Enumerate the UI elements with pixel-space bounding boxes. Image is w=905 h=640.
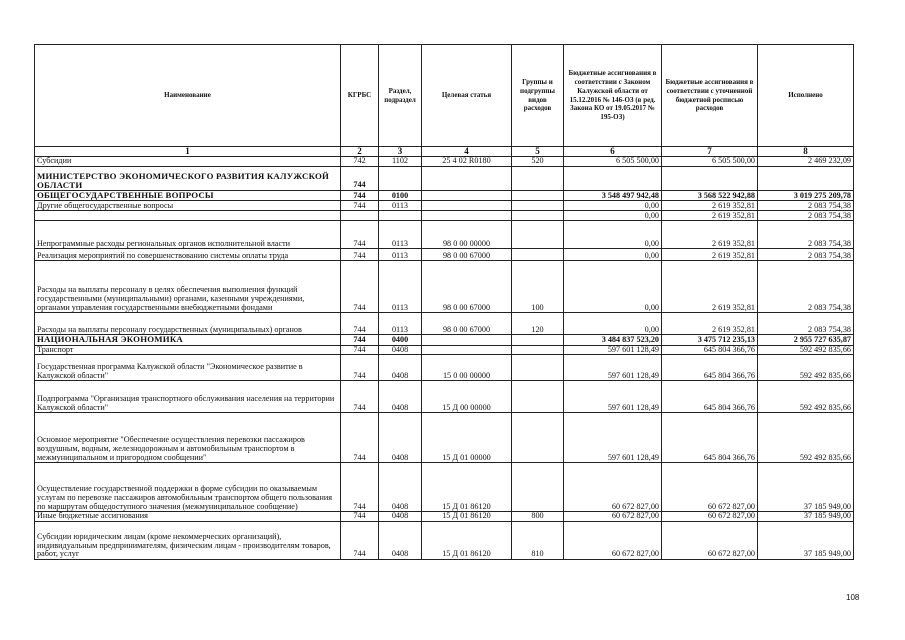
row-kgrbs: 744 [341, 345, 379, 355]
row-section: 0408 [379, 381, 422, 413]
row-target: 15 Д 01 86120 [422, 512, 512, 522]
row-name: Другие общегосударственные вопросы [35, 201, 341, 211]
row-kgrbs: 744 [341, 201, 379, 211]
table-row [35, 221, 854, 249]
col-header-groups: Группы и подгруппы видов расходов [512, 45, 564, 147]
col-number: 7 [662, 147, 758, 157]
row-refined-amount: 60 672 827,00 [662, 521, 758, 559]
table-row [35, 463, 854, 512]
row-kgrbs: 744 [341, 355, 379, 381]
table-row [35, 413, 854, 463]
row-section: 0408 [379, 355, 422, 381]
row-target [422, 191, 512, 201]
table-row [35, 512, 854, 522]
row-refined-amount: 3 475 712 235,13 [662, 335, 758, 345]
row-executed-amount: 3 019 275 209,78 [758, 191, 854, 201]
row-law-amount: 60 672 827,00 [564, 521, 662, 559]
row-law-amount: 60 672 827,00 [564, 463, 662, 512]
row-refined-amount: 60 672 827,00 [662, 463, 758, 512]
row-name: Государственная программа Калужской области "Экономическое развитие в Калужской области" [35, 355, 341, 381]
row-group [512, 249, 564, 261]
col-header-kgrbs: КГРБС [341, 45, 379, 147]
column-number-row [35, 147, 854, 157]
row-executed-amount: 592 492 835,66 [758, 413, 854, 463]
row-group: 100 [512, 261, 564, 313]
row-name: Подпрограмма "Организация транспортного обслуживания населения на территории Калужской области" [35, 381, 341, 413]
col-number: 4 [422, 147, 512, 157]
row-executed-amount: 592 492 835,66 [758, 381, 854, 413]
row-kgrbs: 744 [341, 221, 379, 249]
row-section: 0408 [379, 345, 422, 355]
row-executed-amount: 592 492 835,66 [758, 355, 854, 381]
table-row [35, 191, 854, 201]
row-law-amount: 597 601 128,49 [564, 355, 662, 381]
row-kgrbs: 742 [341, 157, 379, 167]
row-target [422, 201, 512, 211]
col-number: 5 [512, 147, 564, 157]
row-executed-amount: 37 185 949,00 [758, 463, 854, 512]
row-law-amount [564, 167, 662, 191]
col-header-refined: Бюджетные ассигнования в соответствии с уточненной бюджетной росписью расходов [662, 45, 758, 147]
table-row [35, 261, 854, 313]
col-header-target: Целевая статья [422, 45, 512, 147]
table-row [35, 201, 854, 211]
row-executed-amount: 2 083 754,38 [758, 201, 854, 211]
row-section [379, 167, 422, 191]
col-header-section: Раздел, подраздел [379, 45, 422, 147]
table-row [35, 249, 854, 261]
row-target: 15 Д 01 86120 [422, 521, 512, 559]
row-kgrbs [341, 211, 379, 221]
row-section: 0408 [379, 521, 422, 559]
row-law-amount: 60 672 827,00 [564, 512, 662, 522]
row-section: 0113 [379, 201, 422, 211]
col-number: 2 [341, 147, 379, 157]
col-number: 3 [379, 147, 422, 157]
col-number: 6 [564, 147, 662, 157]
row-name: НАЦИОНАЛЬНАЯ ЭКОНОМИКА [35, 335, 341, 345]
table-row [35, 157, 854, 167]
row-target: 98 0 00 67000 [422, 313, 512, 335]
row-refined-amount: 3 568 522 942,88 [662, 191, 758, 201]
row-refined-amount: 2 619 352,81 [662, 249, 758, 261]
row-section [379, 211, 422, 221]
row-kgrbs: 744 [341, 463, 379, 512]
row-target: 98 0 00 00000 [422, 221, 512, 249]
row-section: 0113 [379, 249, 422, 261]
row-law-amount: 0,00 [564, 261, 662, 313]
row-kgrbs: 744 [341, 521, 379, 559]
row-group [512, 201, 564, 211]
row-kgrbs: 744 [341, 313, 379, 335]
row-refined-amount: 2 619 352,81 [662, 221, 758, 249]
row-executed-amount: 2 083 754,38 [758, 249, 854, 261]
row-kgrbs: 744 [341, 413, 379, 463]
row-law-amount: 3 548 497 942,48 [564, 191, 662, 201]
row-law-amount: 0,00 [564, 211, 662, 221]
row-executed-amount: 2 083 754,38 [758, 221, 854, 249]
row-group [512, 221, 564, 249]
col-header-name: Наименование [35, 45, 341, 147]
col-header-executed: Исполнено [758, 45, 854, 147]
row-refined-amount: 645 804 366,76 [662, 413, 758, 463]
row-section: 0400 [379, 335, 422, 345]
row-name [35, 211, 341, 221]
table-row [35, 335, 854, 345]
row-executed-amount: 2 955 727 635,87 [758, 335, 854, 345]
row-target [422, 335, 512, 345]
header-row [35, 45, 854, 147]
row-kgrbs: 744 [341, 191, 379, 201]
table-row [35, 345, 854, 355]
row-law-amount: 6 505 500,00 [564, 157, 662, 167]
row-group: 810 [512, 521, 564, 559]
budget-table [34, 44, 854, 560]
row-refined-amount: 645 804 366,76 [662, 355, 758, 381]
table-row [35, 521, 854, 559]
row-group [512, 167, 564, 191]
row-refined-amount: 645 804 366,76 [662, 345, 758, 355]
row-target [422, 211, 512, 221]
row-law-amount: 0,00 [564, 313, 662, 335]
row-kgrbs: 744 [341, 167, 379, 191]
row-kgrbs: 744 [341, 261, 379, 313]
row-name: Расходы на выплаты персоналу государственных (муниципальных) органов [35, 313, 341, 335]
row-refined-amount: 2 619 352,81 [662, 201, 758, 211]
row-target: 25 4 02 R0180 [422, 157, 512, 167]
page-number: 108 [846, 593, 860, 602]
row-kgrbs: 744 [341, 381, 379, 413]
row-refined-amount: 6 505 500,00 [662, 157, 758, 167]
row-group [512, 335, 564, 345]
row-refined-amount [662, 167, 758, 191]
row-group [512, 355, 564, 381]
row-name: МИНИСТЕРСТВО ЭКОНОМИЧЕСКОГО РАЗВИТИЯ КАЛУЖСКОЙ ОБЛАСТИ [35, 167, 341, 191]
row-law-amount: 597 601 128,49 [564, 381, 662, 413]
row-group [512, 381, 564, 413]
table-row [35, 355, 854, 381]
row-executed-amount: 2 469 232,09 [758, 157, 854, 167]
row-executed-amount: 2 083 754,38 [758, 261, 854, 313]
row-name: Реализация мероприятий по совершенствованию системы оплаты труда [35, 249, 341, 261]
row-name: Непрограммные расходы региональных органов исполнительной власти [35, 221, 341, 249]
row-name: Основное мероприятие "Обеспечение осуществления перевозки пассажиров воздушным, водным, железнодорожным и автомобильным транспортом в межмуниципальном и пригородном сообщении" [35, 413, 341, 463]
row-group [512, 463, 564, 512]
row-target: 15 0 00 00000 [422, 355, 512, 381]
col-number: 8 [758, 147, 854, 157]
row-group [512, 413, 564, 463]
col-header-law: Бюджетные ассигнования в соответствии с Законом Калужской области от 15.12.2016 № 146-ОЗ (в ред. Закона КО от 19.05.2017 № 195-ОЗ) [564, 45, 662, 147]
row-executed-amount [758, 167, 854, 191]
table-row [35, 313, 854, 335]
row-law-amount: 597 601 128,49 [564, 345, 662, 355]
row-section: 0408 [379, 413, 422, 463]
row-section: 0113 [379, 221, 422, 249]
row-target: 15 Д 01 86120 [422, 463, 512, 512]
row-target [422, 345, 512, 355]
row-target: 98 0 00 67000 [422, 249, 512, 261]
table-body [35, 157, 854, 559]
row-section: 1102 [379, 157, 422, 167]
row-target: 15 Д 01 00000 [422, 413, 512, 463]
row-kgrbs: 744 [341, 335, 379, 345]
row-refined-amount: 2 619 352,81 [662, 313, 758, 335]
row-executed-amount: 37 185 949,00 [758, 512, 854, 522]
row-refined-amount: 60 672 827,00 [662, 512, 758, 522]
row-name: ОБЩЕГОСУДАРСТВЕННЫЕ ВОПРОСЫ [35, 191, 341, 201]
table-row [35, 167, 854, 191]
row-group: 120 [512, 313, 564, 335]
row-target: 98 0 00 67000 [422, 261, 512, 313]
row-executed-amount: 592 492 835,66 [758, 345, 854, 355]
table-row [35, 381, 854, 413]
row-executed-amount: 37 185 949,00 [758, 521, 854, 559]
row-target [422, 167, 512, 191]
row-section: 0100 [379, 191, 422, 201]
row-group [512, 191, 564, 201]
row-name: Осуществление государственной поддержки в форме субсидии по оказываемым услугам по перевозке пассажиров автомобильным транспортом общего пользования по маршрутам общедоступного значения (межмуниципальное сообщение) [35, 463, 341, 512]
col-number: 1 [35, 147, 341, 157]
row-group: 520 [512, 157, 564, 167]
row-kgrbs: 744 [341, 249, 379, 261]
row-group: 800 [512, 512, 564, 522]
row-name: Иные бюджетные ассигнования [35, 512, 341, 522]
row-law-amount: 3 484 837 523,20 [564, 335, 662, 345]
row-group [512, 211, 564, 221]
row-name: Расходы на выплаты персоналу в целях обеспечения выполнения функций государственными (муниципальными) органами, казенными учреждениями, органами управления государственными внебюджетными фондами [35, 261, 341, 313]
row-section: 0113 [379, 261, 422, 313]
row-section: 0408 [379, 512, 422, 522]
row-name: Субсидии юридическим лицам (кроме некоммерческих организаций), индивидуальным предпринимателям, физическим лицам - производителям товаров, работ, услуг [35, 521, 341, 559]
row-executed-amount: 2 083 754,38 [758, 211, 854, 221]
row-law-amount: 597 601 128,49 [564, 413, 662, 463]
row-name: Субсидии [35, 157, 341, 167]
row-group [512, 345, 564, 355]
row-name: Транспорт [35, 345, 341, 355]
row-section: 0113 [379, 313, 422, 335]
row-law-amount: 0,00 [564, 221, 662, 249]
row-refined-amount: 2 619 352,81 [662, 211, 758, 221]
row-refined-amount: 2 619 352,81 [662, 261, 758, 313]
row-executed-amount: 2 083 754,38 [758, 313, 854, 335]
row-refined-amount: 645 804 366,76 [662, 381, 758, 413]
row-kgrbs: 744 [341, 512, 379, 522]
row-target: 15 Д 00 00000 [422, 381, 512, 413]
row-section: 0408 [379, 463, 422, 512]
row-law-amount: 0,00 [564, 249, 662, 261]
table-row [35, 211, 854, 221]
row-law-amount: 0,00 [564, 201, 662, 211]
